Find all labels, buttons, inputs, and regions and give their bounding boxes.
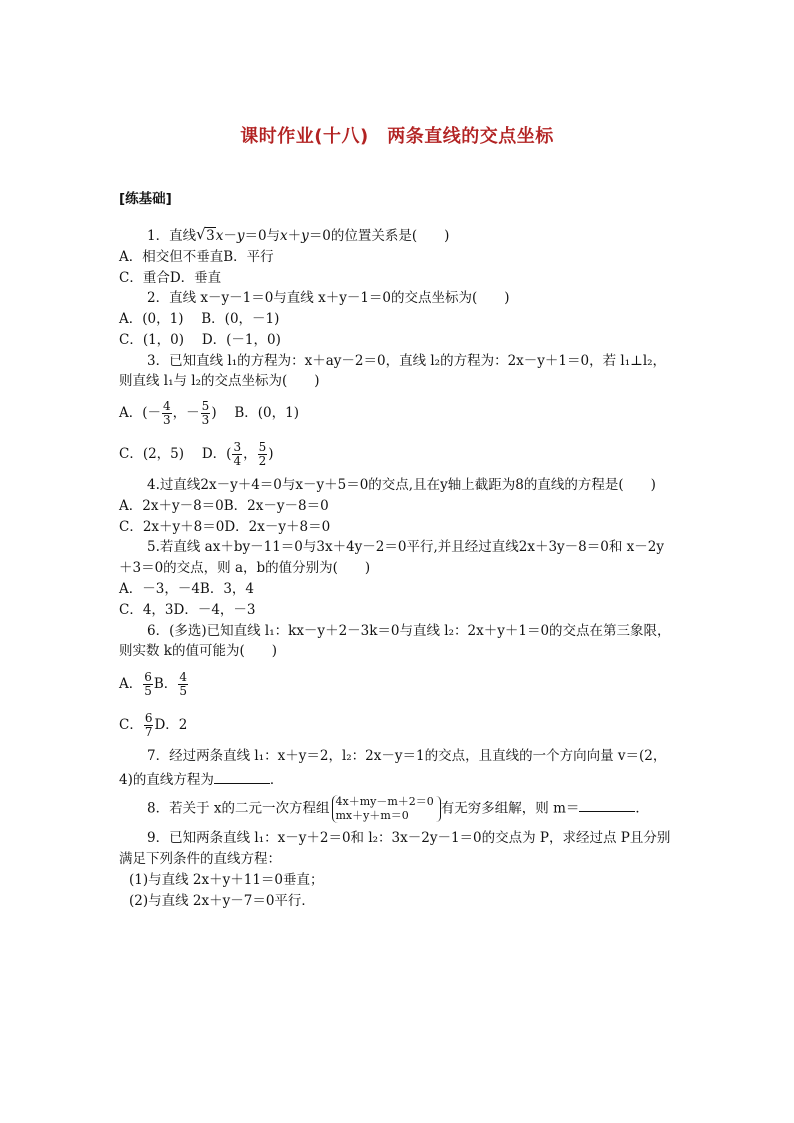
q5-options-cd: C．4，3D．－4，－3 xyxy=(119,602,256,618)
question-7-line-1: 7．经过两条直线 l₁：x＋y＝2，l₂：2x－y＝1的交点，且直线的一个方向向量 v＝(2， xyxy=(147,748,667,764)
q9-part-1: (1)与直线 2x＋y＋11＝0垂直； xyxy=(129,872,324,888)
question-1: 1．直线 √ 3x－y＝0与x＋y＝0的位置关系是( ) xyxy=(147,225,450,244)
q3-options-cd: C．(2，5) D．( $\frac{3}{4}$ ， $\frac{5}{2}$ ) xyxy=(119,440,274,469)
q3-options-ab: A．(－ $\frac{4}{3}$ ，－ $\frac{5}{3}$ ) B．(0，1) xyxy=(119,399,300,428)
question-3-line-1: 3．已知直线 l₁的方程为：x＋ay－2＝0，直线 l₂的方程为：2x－y＋1＝0，若 l₁⊥l₂， xyxy=(147,353,667,369)
fraction: $\frac{4}{3}$ xyxy=(163,399,171,428)
sqrt-expression: √ 3 xyxy=(196,225,215,244)
question-9-line-2: 满足下列条件的直线方程： xyxy=(119,851,281,867)
question-2: 2．直线 x－y－1＝0与直线 x＋y－1＝0的交点坐标为( ) xyxy=(147,290,510,306)
fraction: $\frac{5}{3}$ xyxy=(201,399,210,428)
page-title: 课时作业(十八) 两条直线的交点坐标 xyxy=(240,126,554,147)
q4-options-cd: C．2x＋y＋8＝0D．2x－y＋8＝0 xyxy=(119,519,331,535)
q1-text: 1．直线 xyxy=(147,228,197,244)
question-4: 4.过直线2x－y＋4＝0与x－y＋5＝0的交点,且在y轴上截距为8的直线的方程是( ) xyxy=(147,477,656,493)
q2-options-ab: A．(0，1) B．(0，－1) xyxy=(119,311,280,327)
q6-options-ab: A． $\frac{6}{5}$ B． $\frac{4}{5}$ xyxy=(119,670,187,699)
q4-options-ab: A．2x＋y－8＝0B．2x－y－8＝0 xyxy=(119,498,329,514)
question-3-line-2: 则直线 l₁与 l₂的交点坐标为( ) xyxy=(119,373,320,389)
question-6-line-2: 则实数 k的值可能为( ) xyxy=(119,643,278,659)
q1-options-ab: A．相交但不垂直B．平行 xyxy=(119,249,274,265)
fraction: $\frac{5}{2}$ xyxy=(258,440,267,469)
question-7-line-2: 4)的直线方程为 ． xyxy=(119,772,284,788)
fraction: $\frac{3}{4}$ xyxy=(233,440,242,469)
fraction: $\frac{6}{7}$ xyxy=(144,711,153,740)
question-5-line-1: 5.若直线 ax＋by－11＝0与3x＋4y－2＝0平行,并且经过直线2x＋3y－8＝0和 x－2y xyxy=(147,539,664,555)
q5-options-ab: A．－3，－4B．3，4 xyxy=(119,581,255,597)
q9-part-2: (2)与直线 2x＋y－7＝0平行． xyxy=(129,893,315,909)
q1-options-cd: C．重合D．垂直 xyxy=(119,270,222,286)
fraction: $\frac{4}{5}$ xyxy=(179,670,187,699)
question-9-line-1: 9．已知两条直线 l₁：x－y＋2＝0和 l₂：3x－2y－1＝0的交点为 P，求经过点 P且分别 xyxy=(147,830,671,846)
question-6-line-1: 6．(多选)已知直线 l₁：kx－y＋2－3k＝0与直线 l₂：2x＋y＋1＝0的交点在第三象限， xyxy=(147,623,671,639)
question-8: 8．若关于 x的二元一次方程组 4x＋my－m＋2＝0 mx＋y＋m＝0 有无穷多组解，则 m＝ ． xyxy=(147,795,649,822)
q2-options-cd: C．(1，0) D．(－1，0) xyxy=(119,332,281,348)
equation-system: 4x＋my－m＋2＝0 mx＋y＋m＝0 xyxy=(332,795,434,823)
answer-blank[interactable] xyxy=(214,771,270,784)
question-5-line-2: ＋3＝0的交点，则 a，b的值分别为( ) xyxy=(119,560,371,576)
fraction: $\frac{6}{5}$ xyxy=(144,670,152,699)
section-heading: [练基础] xyxy=(119,191,172,207)
q6-options-cd: C． $\frac{6}{7}$ D．2 xyxy=(119,711,188,740)
answer-blank[interactable] xyxy=(579,799,635,812)
